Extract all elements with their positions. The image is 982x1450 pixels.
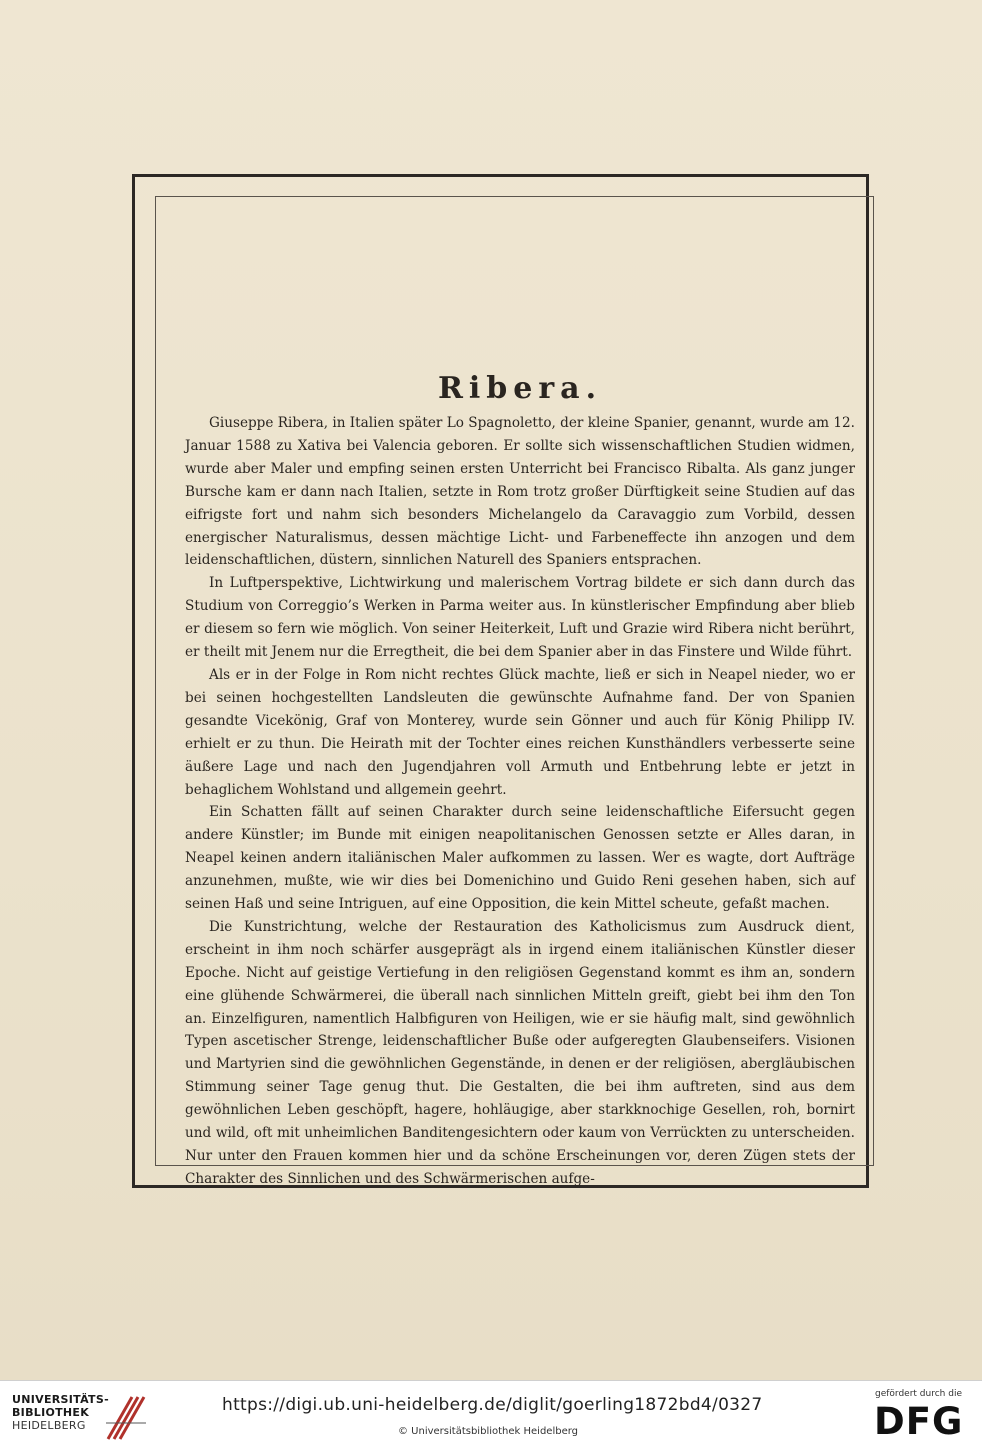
- paragraph: Die Kunstrichtung, welche der Restauration des Katholicismus zum Ausdruck dient, erscheint in ihm noch schärfer ausgeprägt als in irgend einem italiänischen Künstler dieser Epoche. Nicht auf geistige Vertiefung in den religiösen Gegenstand kommt es ihm an, sondern eine glühende Schwärmerei, die überall nach sinnlichen Mitteln greift, giebt bei ihm den Ton an. Einzelfiguren, namentlich Halbfiguren von Heiligen, wie er sie häufig malt, sind gewöhnlich Typen ascetischer Strenge, leidenschaftlicher Buße oder aufgeregten Glaubenseifers. Visionen und Martyrien sind die gewöhnlichen Gegenstände, in denen er der religiösen, abergläubischen Stimmung seiner Tage genug thut. Die Gestalten, die bei ihm auftreten, sind aus dem gewöhnlichen Leben geschöpft, hagere, hohläugige, aber starkknochige Gesellen, roh, bornirt und wild, oft mit unheimlichen Banditengesichtern oder kaum von Verrückten zu unterscheiden. Nur unter den Frauen kommen hier und da schöne Erscheinungen vor, deren Zügen stets der Charakter des Sinnlichen und des Schwärmerischen aufge-: [185, 918, 855, 1187]
- paragraph: In Luftperspektive, Lichtwirkung und malerischem Vortrag bildete er sich dann durch das Studium von Correggio’s Werken in Parma weiter aus. In künstlerischer Empfindung aber blieb er diesem so fern wie möglich. Von seiner Heiterkeit, Luft und Grazie wird Ribera nicht berührt, er theilt mit Jenem nur die Erregtheit, die bei dem Spanier aber in das Finstere und Wilde führt.: [185, 575, 855, 661]
- copyright-notice: © Universitätsbibliothek Heidelberg: [398, 1426, 579, 1437]
- institution-name: UNIVERSITÄTS- BIBLIOTHEK HEIDELBERG: [12, 1393, 109, 1432]
- funding-note: gefördert durch die: [875, 1389, 962, 1399]
- paragraph: Ein Schatten fällt auf seinen Charakter durch seine leidenschaftliche Eifersucht gegen andere Künstler; im Bunde mit einigen neapolitanischen Genossen setzte er Alles daran, in Neapel keinen andern italiänischen Maler aufkommen zu lassen. Wer es wagte, dort Aufträge anzunehmen, mußte, wie wir dies bei Domenichino und Guido Reni gesehen haben, sich auf seinen Haß und seine Intriguen, auf eine Opposition, die kein Mittel scheute, gefaßt machen.: [185, 804, 855, 913]
- library-emblem-icon: [102, 1393, 148, 1441]
- article-body: [185, 372, 855, 1191]
- article-title: Ribera.: [437, 371, 603, 406]
- paragraph: Als er in der Folge in Rom nicht rechtes Glück machte, ließ er sich in Neapel nieder, wo er bei seinen hochgestellten Landsleuten die gewünschte Aufnahme fand. Der von Spanien gesandte Vicekönig, Graf von Monterey, wurde sein Gönner und auch für König Philipp IV. erhielt er zu thun. Die Heirath mit der Tochter eines reichen Kunsthändlers verbesserte seine äußere Lage und nach den Jugendjahren voll Armuth und Entbehrung lebte er jetzt in behaglichem Wohlstand und allgemein geehrt.: [185, 666, 855, 798]
- permalink-url[interactable]: https://digi.ub.uni-heidelberg.de/diglit/goerling1872bd4/0327: [222, 1395, 763, 1415]
- paragraph: Giuseppe Ribera, in Italien später Lo Spagnoletto, der kleine Spanier, genannt, wurde am 12. Januar 1588 zu Xativa bei Valencia geboren. Er sollte sich wissenschaftlichen Studien widmen, wurde aber Maler und empfing seinen ersten Unterricht bei Francisco Ribalta. Als ganz junger Bursche kam er dann nach Italien, setzte in Rom trotz großer Dürftigkeit seine Studien auf das eifrigste fort und nahm sich besonders Michelangelo da Caravaggio zum Vorbild, dessen energischer Naturalismus, dessen mächtige Licht- und Farbeneffecte ihn anzogen und dem leidenschaftlichen, düstern, sinnlichen Naturell des Spaniers entsprachen.: [185, 415, 855, 569]
- university-library-logo[interactable]: [12, 1393, 212, 1441]
- viewer-footer: [0, 1380, 982, 1450]
- dfg-logo[interactable]: DFG: [874, 1400, 964, 1443]
